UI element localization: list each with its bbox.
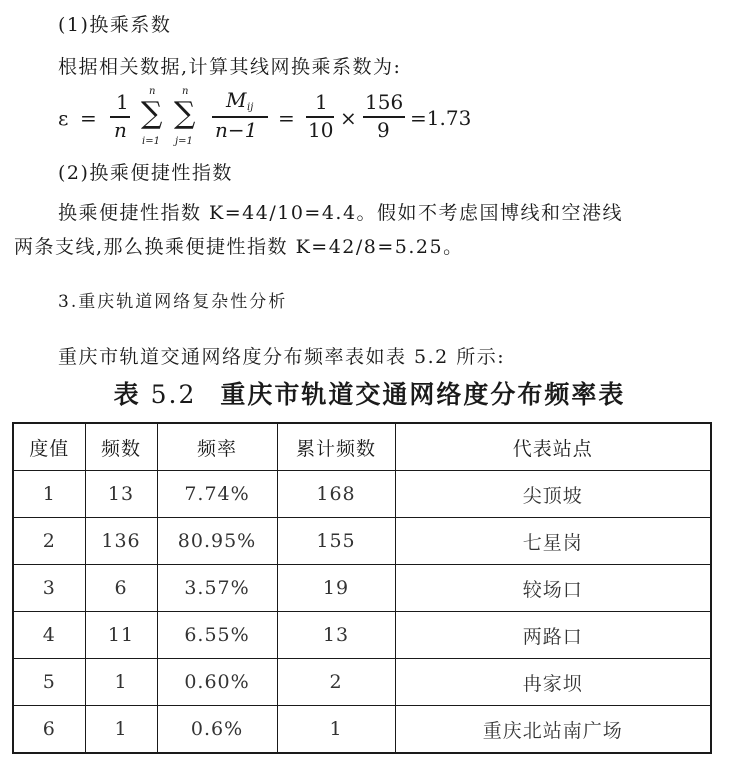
cell-cumulative: 1 xyxy=(277,706,395,754)
cell-rate: 6.55% xyxy=(157,612,277,659)
item1-heading: (1)换乘系数 xyxy=(58,14,172,36)
table-header-row xyxy=(13,423,711,471)
item2-heading: (2)换乘便捷性指数 xyxy=(58,162,233,184)
cell-degree: 1 xyxy=(13,471,85,518)
cell-degree: 6 xyxy=(13,706,85,754)
sum1-upper: n xyxy=(149,86,156,97)
cell-station: 重庆北站南广场 xyxy=(395,706,711,754)
cell-station: 两路口 xyxy=(395,612,711,659)
cell-station: 较场口 xyxy=(395,565,711,612)
table-row xyxy=(13,612,711,659)
cell-count: 1 xyxy=(85,706,157,754)
cell-count: 6 xyxy=(85,565,157,612)
table-row xyxy=(13,471,711,518)
cell-cumulative: 13 xyxy=(277,612,395,659)
formula-frac1-den: n xyxy=(114,118,127,142)
formula-epsilon: ε xyxy=(58,106,69,130)
table-caption xyxy=(0,375,739,411)
cell-count: 136 xyxy=(85,518,157,565)
cell-count: 1 xyxy=(85,659,157,706)
formula-frac2-num: 1 xyxy=(315,90,328,114)
cell-rate: 0.60% xyxy=(157,659,277,706)
cell-degree: 4 xyxy=(13,612,85,659)
cell-count: 13 xyxy=(85,471,157,518)
table-row xyxy=(13,659,711,706)
formula-frac1-num: 1 xyxy=(116,90,129,114)
table-row xyxy=(13,706,711,754)
header-frequency-rate: 频率 xyxy=(157,423,277,471)
cell-rate: 3.57% xyxy=(157,565,277,612)
formula-frac3-num: 156 xyxy=(365,90,404,114)
formula-M: M xyxy=(226,88,247,112)
cell-cumulative: 155 xyxy=(277,518,395,565)
formula-n-minus-1: n−1 xyxy=(215,118,258,142)
sum1-lower: i=1 xyxy=(142,136,160,147)
header-cumulative: 累计频数 xyxy=(277,423,395,471)
formula-frac2-den: 10 xyxy=(308,118,334,142)
header-station: 代表站点 xyxy=(395,423,711,471)
cell-cumulative: 168 xyxy=(277,471,395,518)
header-frequency-count: 频数 xyxy=(85,423,157,471)
item2-body-line2: 两条支线,那么换乘便捷性指数 K=42/8=5.25。 xyxy=(14,236,464,258)
table-row xyxy=(13,565,711,612)
table-number: 5.2 xyxy=(150,380,197,409)
formula-equals-1: = xyxy=(80,106,97,130)
header-degree: 度值 xyxy=(13,423,85,471)
table-intro: 重庆市轨道交通网络度分布频率表如表 5.2 所示: xyxy=(58,346,506,368)
cell-degree: 2 xyxy=(13,518,85,565)
cell-cumulative: 19 xyxy=(277,565,395,612)
formula-frac3-den: 9 xyxy=(377,118,390,142)
sum2-lower: j=1 xyxy=(175,136,193,147)
item2-body-line1: 换乘便捷性指数 K=44/10=4.4。假如不考虑国博线和空港线 xyxy=(58,202,624,224)
cell-rate: 0.6% xyxy=(157,706,277,754)
formula-result: =1.73 xyxy=(410,106,472,130)
formula-times: × xyxy=(340,106,357,130)
formula-M-sub: ij xyxy=(247,102,254,113)
cell-station: 尖顶坡 xyxy=(395,471,711,518)
cell-cumulative: 2 xyxy=(277,659,395,706)
sum2-upper: n xyxy=(182,86,189,97)
table-title: 重庆市轨道交通网络度分布频率表 xyxy=(220,380,626,409)
formula-equals-2: = xyxy=(278,106,295,130)
degree-distribution-table xyxy=(12,422,712,754)
table-label: 表 xyxy=(113,380,141,409)
sum1-sigma: ∑ xyxy=(141,96,163,131)
cell-degree: 5 xyxy=(13,659,85,706)
transfer-coefficient-formula xyxy=(58,86,618,150)
cell-rate: 80.95% xyxy=(157,518,277,565)
cell-station: 冉家坝 xyxy=(395,659,711,706)
cell-rate: 7.74% xyxy=(157,471,277,518)
cell-station: 七星岗 xyxy=(395,518,711,565)
section3-heading: 3.重庆轨道网络复杂性分析 xyxy=(58,292,288,312)
cell-degree: 3 xyxy=(13,565,85,612)
item1-body: 根据相关数据,计算其线网换乘系数为: xyxy=(58,56,402,78)
table-row xyxy=(13,518,711,565)
sum2-sigma: ∑ xyxy=(174,96,196,131)
cell-count: 11 xyxy=(85,612,157,659)
